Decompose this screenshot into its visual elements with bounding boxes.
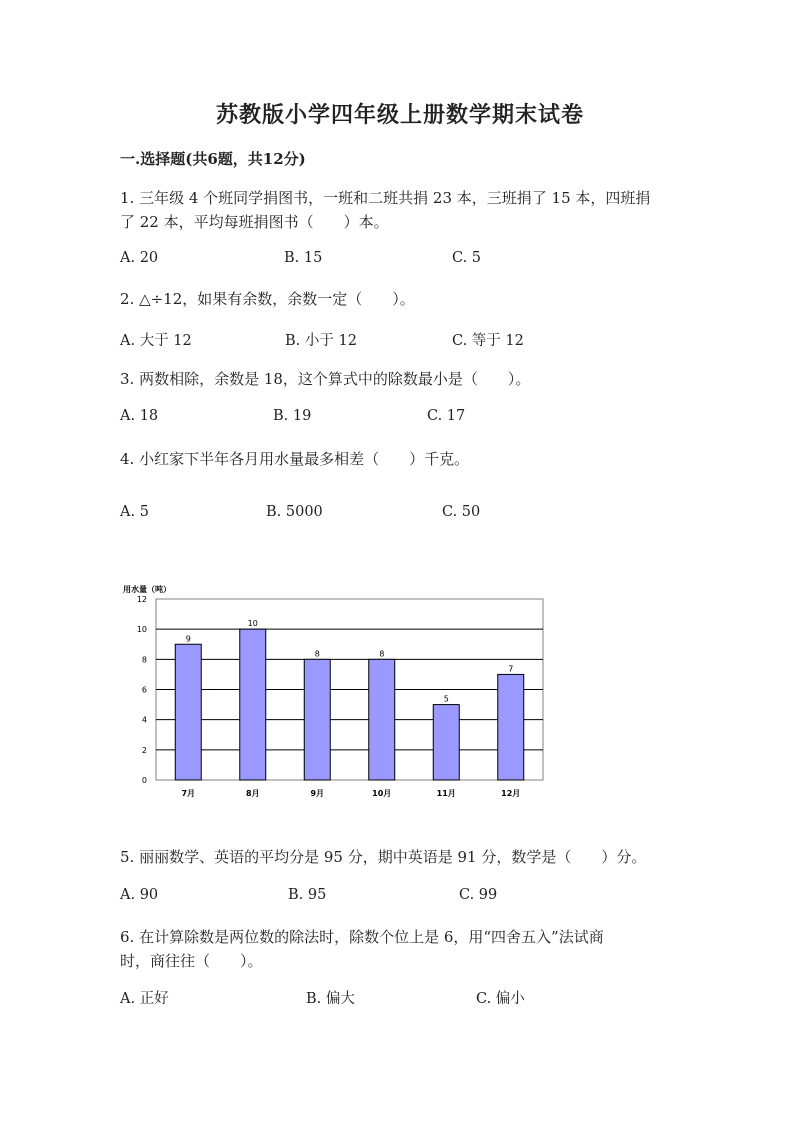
- q3-option-c: C. 17: [427, 408, 466, 424]
- x-tick-label: 10月: [372, 789, 392, 798]
- question-6: [120, 925, 604, 973]
- y-tick-label: 0: [141, 776, 147, 785]
- question-1: [120, 186, 650, 234]
- data-label: 7: [508, 664, 514, 674]
- bar: [498, 674, 524, 780]
- q4-option-b: B. 5000: [266, 504, 323, 520]
- bar: [175, 644, 201, 780]
- q1-option-c: C. 5: [452, 250, 482, 266]
- page-title: 苏教版小学四年级上册数学期末试卷: [215, 102, 584, 128]
- q3-option-a: A. 18: [120, 408, 159, 424]
- bar: [304, 659, 330, 780]
- q4-option-c: C. 50: [442, 504, 481, 520]
- q5-option-a: A. 90: [120, 887, 159, 903]
- data-label: 8: [314, 649, 320, 659]
- data-label: 5: [443, 694, 449, 704]
- y-tick-label: 10: [136, 625, 147, 635]
- y-tick-label: 6: [141, 685, 147, 695]
- q2-option-c: C. 等于 12: [452, 333, 524, 349]
- bar: [433, 705, 459, 780]
- data-label: 10: [247, 619, 258, 629]
- data-label: 9: [185, 634, 191, 644]
- y-tick-label: 2: [141, 745, 147, 755]
- bar: [369, 659, 395, 780]
- q2-option-a: A. 大于 12: [120, 333, 192, 349]
- water-usage-bar-chart: [118, 582, 558, 804]
- x-tick-label: 9月: [310, 789, 325, 798]
- x-tick-label: 12月: [501, 789, 521, 798]
- question-6-line-2: 时，商往往（ ）。: [120, 952, 263, 970]
- data-label: 8: [379, 649, 385, 659]
- question-4: 4. 小红家下半年各月用水量最多相差（ ）千克。: [120, 450, 470, 468]
- question-1-line-1: 1. 三年级 4 个班同学捐图书，一班和二班共捐 23 本，三班捐了 15 本，四班捐: [120, 189, 651, 207]
- question-2: 2. △÷12，如果有余数，余数一定（ ）。: [120, 290, 415, 308]
- q4-option-a: A. 5: [120, 504, 149, 520]
- x-tick-label: 11月: [436, 789, 456, 798]
- question-6-line-1: 6. 在计算除数是两位数的除法时，除数个位上是 6，用“四舍五入”法试商: [120, 928, 604, 946]
- q6-option-b: B. 偏大: [306, 991, 355, 1007]
- q5-option-c: C. 99: [459, 887, 498, 903]
- y-tick-label: 4: [141, 715, 147, 725]
- y-tick-label: 8: [141, 655, 147, 665]
- q2-option-b: B. 小于 12: [285, 333, 357, 349]
- section-heading: 一.选择题(共6题，共12分): [120, 150, 306, 168]
- question-1-line-2: 了 22 本，平均每班捐图书（ ）本。: [120, 213, 389, 231]
- question-3: 3. 两数相除，余数是 18，这个算式中的除数最小是（ ）。: [120, 370, 531, 388]
- q1-option-a: A. 20: [120, 250, 159, 266]
- x-tick-label: 8月: [245, 789, 260, 798]
- bar: [240, 629, 266, 780]
- y-tick-label: 12: [136, 595, 147, 604]
- q3-option-b: B. 19: [273, 408, 312, 424]
- q1-option-b: B. 15: [284, 250, 323, 266]
- q6-option-c: C. 偏小: [476, 991, 525, 1007]
- x-tick-label: 7月: [181, 789, 196, 798]
- q5-option-b: B. 95: [288, 887, 327, 903]
- q6-option-a: A. 正好: [120, 991, 169, 1007]
- y-axis-title: 用水量（吨）: [123, 585, 171, 594]
- question-5: 5. 丽丽数学、英语的平均分是 95 分，期中英语是 91 分，数学是（ ）分。: [120, 848, 647, 866]
